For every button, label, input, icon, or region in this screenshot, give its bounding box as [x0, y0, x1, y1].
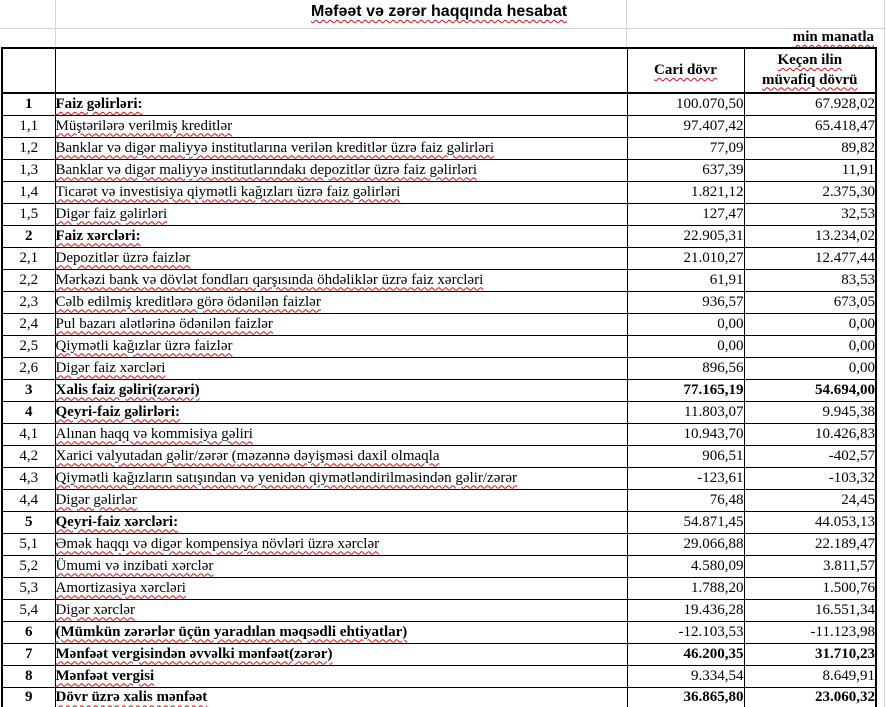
- unit-note: min manatla: [792, 29, 874, 45]
- row-label: [55, 137, 627, 159]
- table-row: [2, 203, 876, 225]
- row-current-value: 19.436,28: [627, 599, 744, 621]
- row-label-text: Amortizasiya xərcləri: [55, 579, 186, 596]
- row-label-text: Xarici valyutadan gəlir/zərər (məzənnə dəyişməsi daxil olmaqla: [55, 447, 440, 464]
- row-label-text: (Mümkün zərərlər üçün yaradılan məqsədli ehtiyatlar): [55, 623, 408, 640]
- table-row: [2, 467, 876, 489]
- header-previous-period: [744, 48, 876, 93]
- table-row: [2, 269, 876, 291]
- row-number: 5,1: [2, 533, 55, 555]
- row-previous-value: 11,91: [744, 159, 876, 181]
- row-previous-value: 54.694,00: [744, 379, 876, 401]
- row-number: 2,5: [2, 335, 55, 357]
- row-number: 1,3: [2, 159, 55, 181]
- row-label-text: Digər gəlirlər: [55, 491, 137, 508]
- row-number: 6: [2, 621, 55, 643]
- row-current-value: 127,47: [627, 203, 744, 225]
- row-number: 1,1: [2, 115, 55, 137]
- row-current-value: 22.905,31: [627, 225, 744, 247]
- row-label-text: Depozitlər üzrə faizlər: [55, 249, 191, 266]
- row-label: [55, 379, 627, 401]
- row-number: 2,6: [2, 357, 55, 379]
- row-previous-value: 89,82: [744, 137, 876, 159]
- row-number: 4,3: [2, 467, 55, 489]
- row-label-text: Cəlb edilmiş kreditlərə görə ödənilən faizlər: [55, 293, 321, 310]
- row-current-value: 1.821,12: [627, 181, 744, 203]
- row-number: 7: [2, 643, 55, 665]
- row-number: 1,4: [2, 181, 55, 203]
- row-current-value: 11.803,07: [627, 401, 744, 423]
- row-label: [55, 115, 627, 137]
- row-number: 5,4: [2, 599, 55, 621]
- row-previous-value: 16.551,34: [744, 599, 876, 621]
- row-current-value: 1.788,20: [627, 577, 744, 599]
- row-previous-value: 1.500,76: [744, 577, 876, 599]
- page-title: Məfəət və zərər haqqında hesabat: [310, 3, 568, 20]
- row-previous-value: 22.189,47: [744, 533, 876, 555]
- row-current-value: 0,00: [627, 335, 744, 357]
- row-number: 4: [2, 401, 55, 423]
- row-label-text: Pul bazarı alətlərinə ödənilən faizlər: [55, 315, 273, 332]
- row-label-text: Banklar və digər maliyyə institutlarına verilən kreditlər üzrə faiz gəlirləri: [55, 139, 495, 156]
- row-previous-value: -11.123,98: [744, 621, 876, 643]
- table-row: [2, 533, 876, 555]
- row-label: [55, 555, 627, 577]
- table-row: [2, 291, 876, 313]
- row-number: 2,1: [2, 247, 55, 269]
- row-label-text: Alınan haqq və kommisiya gəliri: [55, 425, 253, 442]
- row-number: 1: [2, 93, 55, 115]
- table-row: [2, 489, 876, 511]
- table-row: [2, 445, 876, 467]
- row-previous-value: 32,53: [744, 203, 876, 225]
- row-number: 8: [2, 665, 55, 687]
- row-label-text: Müştərilərə verilmiş kreditlər: [55, 117, 233, 134]
- header-current-period: [627, 48, 744, 93]
- row-previous-value: 0,00: [744, 335, 876, 357]
- row-current-value: 77,09: [627, 137, 744, 159]
- row-previous-value: 0,00: [744, 313, 876, 335]
- row-label: [55, 313, 627, 335]
- row-current-value: -12.103,53: [627, 621, 744, 643]
- row-current-value: 76,48: [627, 489, 744, 511]
- row-label: [55, 291, 627, 313]
- row-current-value: 906,51: [627, 445, 744, 467]
- row-label-text: Mənfəət vergisi: [55, 667, 155, 684]
- row-previous-value: 13.234,02: [744, 225, 876, 247]
- table-row: [2, 247, 876, 269]
- row-label-text: Xalis faiz gəliri(zərəri): [55, 381, 200, 398]
- header-row-number: [2, 48, 55, 93]
- table-row: [2, 159, 876, 181]
- row-label-text: Qeyri-faiz gəlirləri:: [55, 403, 181, 420]
- row-current-value: 97.407,42: [627, 115, 744, 137]
- row-previous-value: 8.649,91: [744, 665, 876, 687]
- row-label-text: Mənfəət vergisindən əvvəlki mənfəət(zərər): [55, 645, 333, 662]
- row-previous-value: 65.418,47: [744, 115, 876, 137]
- row-previous-value: 44.053,13: [744, 511, 876, 533]
- row-number: 5,3: [2, 577, 55, 599]
- row-current-value: 936,57: [627, 291, 744, 313]
- grid-line-horizontal: [0, 28, 886, 29]
- row-current-value: 46.200,35: [627, 643, 744, 665]
- row-previous-value: 3.811,57: [744, 555, 876, 577]
- row-current-value: 0,00: [627, 313, 744, 335]
- row-label-text: Dövr üzrə xalis mənfəət: [55, 689, 208, 706]
- table-header-row: [2, 48, 876, 93]
- table-row: [2, 665, 876, 687]
- row-label-text: Qeyri-faiz xərcləri:: [55, 513, 179, 530]
- row-number: 1,2: [2, 137, 55, 159]
- row-previous-value: 83,53: [744, 269, 876, 291]
- row-previous-value: 0,00: [744, 357, 876, 379]
- table-row: [2, 401, 876, 423]
- row-label-text: Banklar və digər maliyyə institutlarındakı depozitlər üzrə faiz gəlirləri: [55, 161, 478, 178]
- header-indicator: [55, 48, 627, 93]
- row-current-value: 4.580,09: [627, 555, 744, 577]
- row-label: [55, 357, 627, 379]
- row-current-value: 77.165,19: [627, 379, 744, 401]
- row-number: 5,2: [2, 555, 55, 577]
- row-label: [55, 225, 627, 247]
- row-current-value: 21.010,27: [627, 247, 744, 269]
- row-label: [55, 445, 627, 467]
- row-label-text: Əmək haqqı və digər kompensiya növləri üzrə xərclər: [55, 535, 380, 552]
- row-label: [55, 533, 627, 555]
- row-previous-value: -402,57: [744, 445, 876, 467]
- row-label: [55, 247, 627, 269]
- row-label-text: Digər faiz xərcləri: [55, 359, 166, 376]
- row-label-text: Ticarət və investisiya qiymətli kağızları üzrə faiz gəlirləri: [55, 183, 401, 200]
- row-previous-value: -103,32: [744, 467, 876, 489]
- row-label-text: Digər xərclər: [55, 601, 136, 618]
- row-number: 2,3: [2, 291, 55, 313]
- report-table-body: [2, 93, 876, 707]
- header-current-period-label: Cari dövr: [654, 62, 717, 78]
- row-label-text: Ümumi və inzibati xərclər: [55, 557, 214, 574]
- row-label: [55, 423, 627, 445]
- table-row: [2, 687, 876, 707]
- row-current-value: -123,61: [627, 467, 744, 489]
- row-current-value: 896,56: [627, 357, 744, 379]
- row-current-value: 36.865,80: [627, 687, 744, 707]
- row-label: [55, 203, 627, 225]
- table-row: [2, 555, 876, 577]
- row-label: [55, 599, 627, 621]
- table-row: [2, 225, 876, 247]
- row-current-value: 29.066,88: [627, 533, 744, 555]
- table-row: [2, 599, 876, 621]
- row-label: [55, 665, 627, 687]
- row-previous-value: 23.060,32: [744, 687, 876, 707]
- row-label-text: Faiz gəlirləri:: [55, 95, 143, 112]
- row-label: [55, 489, 627, 511]
- row-number: 2,2: [2, 269, 55, 291]
- row-label: [55, 335, 627, 357]
- row-previous-value: 673,05: [744, 291, 876, 313]
- grid-line-vertical: [884, 0, 885, 707]
- row-label: [55, 687, 627, 707]
- row-number: 4,2: [2, 445, 55, 467]
- row-number: 2: [2, 225, 55, 247]
- table-row: [2, 93, 876, 115]
- table-row: [2, 115, 876, 137]
- row-previous-value: 31.710,23: [744, 643, 876, 665]
- row-number: 2,4: [2, 313, 55, 335]
- row-label-text: Qiymətli kağızların satışından və yenidən qiymətləndirilməsindən gəlir/zərər: [55, 469, 518, 486]
- table-row: [2, 423, 876, 445]
- row-label: [55, 181, 627, 203]
- row-current-value: 61,91: [627, 269, 744, 291]
- row-label-text: Faiz xərcləri:: [55, 227, 141, 244]
- table-row: [2, 313, 876, 335]
- row-label: [55, 621, 627, 643]
- row-label-text: Mərkəzi bank və dövlət fondları qarşısında öhdəliklər üzrə faiz xərcləri: [55, 271, 484, 288]
- row-previous-value: 67.928,02: [744, 93, 876, 115]
- row-current-value: 100.070,50: [627, 93, 744, 115]
- row-previous-value: 2.375,30: [744, 181, 876, 203]
- row-label: [55, 643, 627, 665]
- table-row: [2, 379, 876, 401]
- table-row: [2, 181, 876, 203]
- row-label-text: Qiymətli kağızlar üzrə faizlər: [55, 337, 233, 354]
- table-row: [2, 577, 876, 599]
- row-previous-value: 24,45: [744, 489, 876, 511]
- table-row: [2, 643, 876, 665]
- row-current-value: 10.943,70: [627, 423, 744, 445]
- row-number: 4,4: [2, 489, 55, 511]
- row-previous-value: 12.477,44: [744, 247, 876, 269]
- row-label: [55, 269, 627, 291]
- row-number: 1,5: [2, 203, 55, 225]
- row-current-value: 9.334,54: [627, 665, 744, 687]
- row-label-text: Digər faiz gəlirləri: [55, 205, 168, 222]
- table-row: [2, 335, 876, 357]
- row-number: 3: [2, 379, 55, 401]
- row-label: [55, 159, 627, 181]
- header-previous-period-label: Keçən ilin müvafiq dövrü: [762, 52, 858, 88]
- table-row: [2, 137, 876, 159]
- row-number: 9: [2, 687, 55, 707]
- profit-loss-table: [1, 47, 877, 707]
- table-row: [2, 621, 876, 643]
- row-previous-value: 10.426,83: [744, 423, 876, 445]
- row-previous-value: 9.945,38: [744, 401, 876, 423]
- row-label: [55, 93, 627, 115]
- row-number: 4,1: [2, 423, 55, 445]
- row-label: [55, 401, 627, 423]
- row-label: [55, 511, 627, 533]
- row-label: [55, 577, 627, 599]
- table-row: [2, 511, 876, 533]
- row-current-value: 637,39: [627, 159, 744, 181]
- table-row: [2, 357, 876, 379]
- row-number: 5: [2, 511, 55, 533]
- row-current-value: 54.871,45: [627, 511, 744, 533]
- row-label: [55, 467, 627, 489]
